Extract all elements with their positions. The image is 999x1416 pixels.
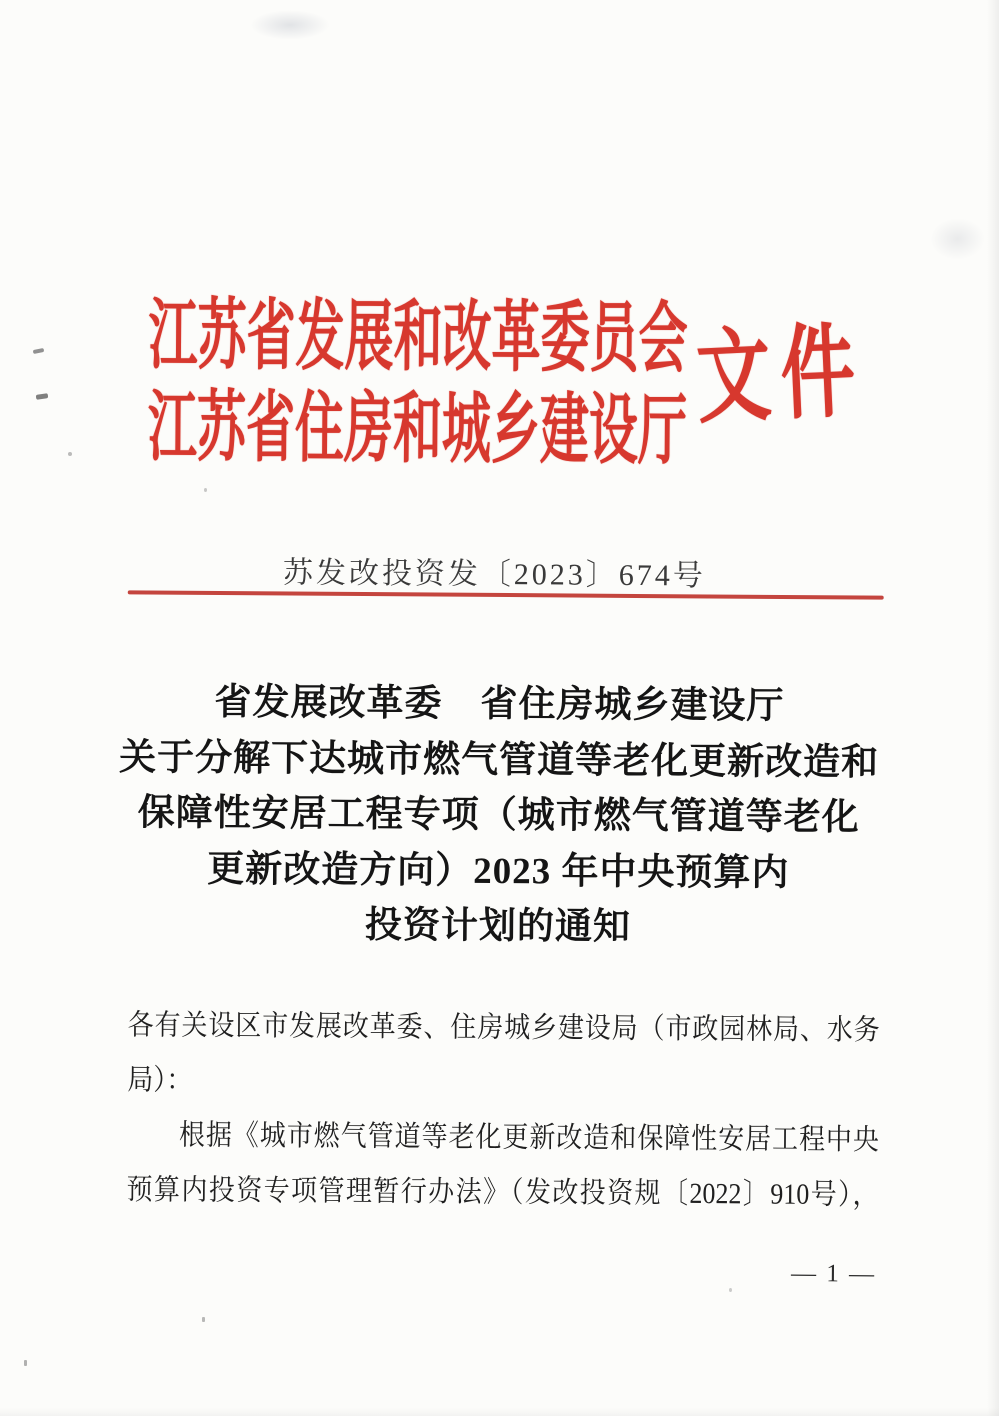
document-title <box>0 674 999 958</box>
document-type-label: 文件 <box>694 316 868 437</box>
document-body <box>126 997 880 1222</box>
page-number: — 1 — <box>790 1260 877 1288</box>
title-line-4: 更新改造方向）2023 年中央预算内 <box>207 848 790 894</box>
title-line-5: 投资计划的通知 <box>364 905 632 948</box>
agency-name-line-2: 江苏省住房和城乡建设厅 <box>147 383 688 475</box>
document-number: 苏发改投资发〔2023〕674号 <box>282 556 706 593</box>
title-line-3: 保障性安居工程专项（城市燃气管道等老化 <box>137 792 860 839</box>
paragraph-line-1: 根据《城市燃气管道等老化更新改造和保障性安居工程中央 <box>178 1118 880 1157</box>
title-line-1: 省发展改革委 省住房城乡建设厅 <box>214 682 785 727</box>
agency-name-line-1: 江苏省发展和改革委员会 <box>148 291 688 383</box>
letterhead <box>5 0 999 475</box>
paragraph-line-2: 预算内投资专项管理暂行办法》（发改投资规〔2022〕910号）， <box>126 1173 879 1211</box>
title-line-2: 关于分解下达城市燃气管道等老化更新改造和 <box>118 736 880 784</box>
salutation-line-2: 局）： <box>127 1063 193 1097</box>
salutation-line-1: 各有关设区市发展改革委、住房城乡建设局（市政园林局、水务 <box>127 1008 880 1047</box>
